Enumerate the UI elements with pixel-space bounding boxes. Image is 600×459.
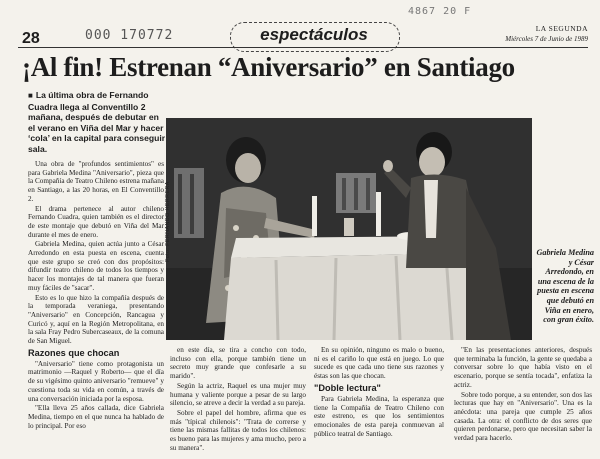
paragraph: Esto es lo que hizo la compañía después de la temporada veraniega, presentando "Aniversario" en Concepción, Rancagua y Curicó y, aquí en la Región Metropolitana, en la sala Fray Pedro Subercaseaux, de la comuna de San Miguel. bbox=[28, 293, 164, 346]
publication-date: Miércoles 7 de Junio de 1989 bbox=[505, 35, 588, 43]
article-column-3 bbox=[314, 346, 444, 439]
paragraph: en este día, se tira a concho con todo, incluso con ella, porque también tiene un secreto muy grande que confesarle a su marido". bbox=[170, 346, 306, 381]
paragraph: Una obra de "profundos sentimientos" es para Gabriela Medina "Aniversario", pieza que la Compañía de Teatro Chileno estrena mañana en Santiago, a las 20 horas, en El Conventillo 2. bbox=[28, 160, 164, 203]
section-label: espectáculos bbox=[260, 25, 368, 44]
paragraph: Según la actriz, Raquel es una mujer muy humana y valiente porque a pesar de su largo silencio, se atreve a decir la verdad a su pareja. bbox=[170, 381, 306, 408]
paragraph: Gabriela Medina, quien actúa junto a César Arredondo en esta puesta en escena, cuenta que este grupo se creó con dos propósitos: difundir teatro chileno de todos los tiempos y hacer los montajes de tal manera que fueran muy fáciles de "sacar". bbox=[28, 240, 164, 292]
paragraph: "Ella lleva 25 años callada, dice Gabriela Medina, tiempo en el que nunca ha hablado de lo principal. Por eso bbox=[28, 404, 164, 430]
paragraph: Para Gabriela Medina, la esperanza que tiene la Compañía de Teatro Chileno con este estreno, es que los sentimientos emocionales de esta pareja conmuevan al público teatral de Santiago. bbox=[314, 394, 444, 438]
photo-caption: Gabriela Medina y César Arredondo, en una escena de la puesta en escena que debutó en Viña en enero, con gran éxito. bbox=[536, 248, 594, 325]
subhead-razones: Razones que chocan bbox=[28, 347, 120, 358]
paragraph: Sobre el papel del hombre, afirma que es más "típical chilenois": "Trata de correrse y tiene las mismas fallitas de todos los chilenos: es bueno para las mujeres y ama mucho, pero a su manera". bbox=[170, 408, 306, 452]
paragraph: "Aniversario" tiene como protagonista un matrimonio —Raquel y Roberto— que el día de su vigésimo quinto aniversario "remueve" y cuestiona toda su vida en común, a través de una conversación iniciada por la esposa. bbox=[28, 359, 164, 403]
article-column-4 bbox=[454, 346, 592, 444]
photo-illustration bbox=[166, 118, 532, 340]
newspaper-name: LA SEGUNDA bbox=[535, 24, 588, 33]
paragraph: El drama pertenece al autor chileno Fernando Cuadra, quien también es el director de este montaje que debutó en Viña del Mar durante el mes de enero. bbox=[28, 204, 164, 239]
article-lede: ■ La última obra de Fernando Cuadra llega al Conventillo 2 mañana, después de debutar en el verano en Viña del Mar y hacer ‘cola’ en la capital para conseguir sala. bbox=[28, 90, 168, 155]
article-column-1 bbox=[28, 160, 164, 431]
photo-credit: Foto: FERNANDO HERRERA bbox=[165, 181, 171, 262]
header-divider bbox=[18, 47, 588, 48]
article-column-2 bbox=[170, 346, 306, 453]
paragraph: Sobre todo porque, a su entender, son dos las lecturas que hay en "Aniversario". Una es la anécdota: una pareja que cumple 25 años casada. La otra: el conflicto de dos seres que quieren perdonarse, pero que necesitan saber la verdad para hacerlo. bbox=[454, 390, 592, 443]
page-number: 28 bbox=[22, 30, 40, 47]
stage-photo bbox=[166, 118, 532, 340]
handwritten-archive-code: 000 170772 bbox=[85, 28, 174, 43]
paragraph: En su opinión, ninguno es malo o bueno, ni es el cariño lo que está en juego. Lo que sucede es que cada uno tiene sus razones y éstas son las que chocan. bbox=[314, 346, 444, 381]
paragraph: "En las presentaciones anteriores, después que terminaba la función, la gente se quedaba a conversar sobre lo que había visto en el escenario, porque se sentía tocada", enfatiza la actriz. bbox=[454, 346, 592, 389]
article-headline: ¡Al fin! Estrenan “Aniversario” en Santiago bbox=[22, 52, 515, 82]
subhead-doble-lectura: "Doble lectura" bbox=[314, 382, 381, 393]
handwritten-corner-note: 4867 20 F bbox=[408, 6, 472, 17]
